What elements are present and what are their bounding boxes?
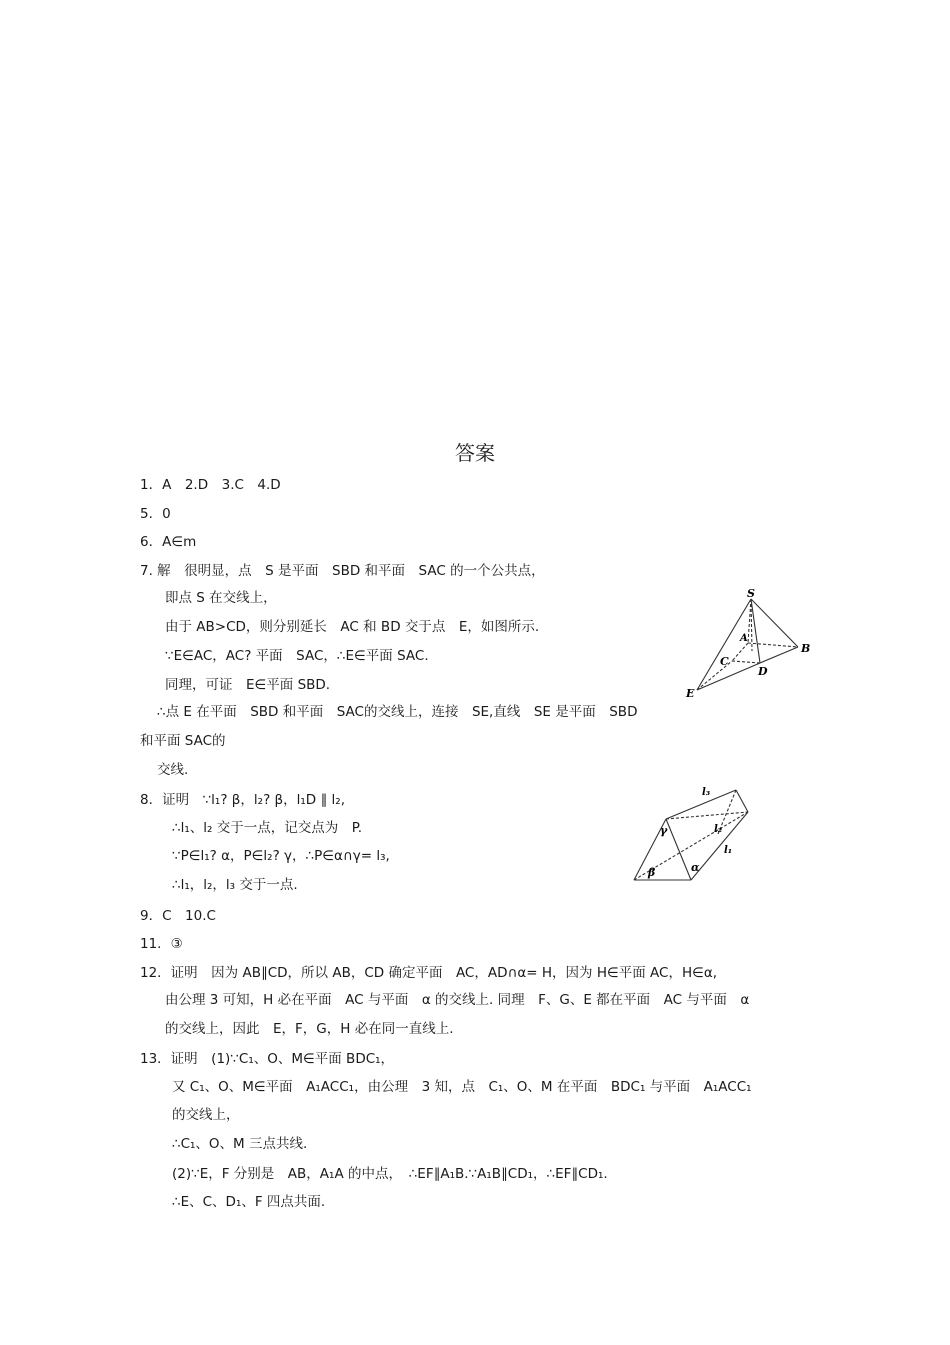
label-b: B: [801, 642, 811, 655]
answer-line-7e: 同理，可证 E∈平面 SBD.: [165, 677, 331, 693]
label-l2: l₂: [714, 824, 723, 835]
answer-line-13: 13．证明 (1)∵C₁、O、M∈平面 BDC₁，: [140, 1051, 395, 1067]
answer-line-13d: ∴C₁、O、M 三点共线.: [172, 1136, 308, 1152]
answer-line-13b: 又 C₁、O、M∈平面 A₁ACC₁，由公理 3 知，点 C₁、O、M 在平面 BDC₁ 与平面 A₁ACC₁: [172, 1079, 752, 1095]
page-title: 答案: [455, 441, 495, 465]
answer-line-7b: 即点 S 在交线上，: [165, 590, 277, 606]
answer-line-8c: ∵P∈l₁? α，P∈l₂? γ，∴P∈α∩γ= l₃,: [172, 848, 390, 864]
answer-line-11: 11．③: [140, 936, 183, 952]
label-alpha: α: [691, 861, 700, 874]
label-d: D: [758, 665, 768, 678]
answer-line-7d: ∵E∈AC，AC? 平面 SAC，∴E∈平面 SAC.: [165, 648, 429, 664]
answer-line-12c: 的交线上，因此 E，F，G，H 必在同一直线上.: [165, 1021, 454, 1037]
answer-line-8d: ∴l₁，l₂，l₃ 交于一点.: [172, 877, 298, 893]
pyramid-figure: [680, 585, 815, 700]
label-gamma: γ: [660, 824, 668, 837]
answer-line-12: 12．证明 因为 AB∥CD，所以 AB，CD 确定平面 AC，AD∩α= H，因为 H∈平面 AC，H∈α,: [140, 965, 718, 981]
answer-line-5: 5．0: [140, 506, 171, 522]
answer-line-7f: ∴点 E 在平面 SBD 和平面 SAC的交线上，连接 SE,直线 SE 是平面 SBD: [157, 704, 638, 720]
planes-figure: [628, 782, 753, 884]
answer-line-13c: 的交线上，: [172, 1107, 240, 1123]
label-l3: l₃: [702, 787, 711, 798]
answer-line-13e: (2)∵E，F 分别是 AB，A₁A 的中点， ∴EF∥A₁B.∵A₁B∥CD₁，∴EF∥CD₁.: [172, 1166, 608, 1182]
answer-line-9: 9．C 10.C: [140, 908, 216, 924]
answer-line-12b: 由公理 3 可知，H 必在平面 AC 与平面 α 的交线上. 同理 F、G、E 都在平面 AC 与平面 α: [165, 992, 750, 1008]
answer-line-13f: ∴E、C、D₁、F 四点共面.: [172, 1194, 326, 1210]
answer-line-7g: 和平面 SAC的: [140, 733, 226, 749]
answer-line-8: 8．证明 ∵l₁? β，l₂? β，l₁D ∥ l₂,: [140, 792, 345, 808]
label-s: S: [747, 587, 755, 600]
answer-line-8b: ∴l₁、l₂ 交于一点，记交点为 P.: [172, 820, 363, 836]
answer-line-1: 1．A 2.D 3.C 4.D: [140, 477, 281, 493]
answer-line-7c: 由于 AB>CD，则分别延长 AC 和 BD 交于点 E，如图所示.: [165, 619, 540, 635]
label-beta: β: [648, 866, 656, 879]
answer-line-6: 6．A∈m: [140, 534, 197, 550]
label-e: E: [686, 687, 695, 700]
answer-line-7: 7. 解 很明显，点 S 是平面 SBD 和平面 SAC 的一个公共点，: [140, 563, 545, 579]
answer-line-7h: 交线.: [157, 762, 189, 778]
label-l1: l₁: [724, 845, 733, 856]
label-a: A: [740, 633, 748, 644]
label-c: C: [720, 655, 729, 668]
